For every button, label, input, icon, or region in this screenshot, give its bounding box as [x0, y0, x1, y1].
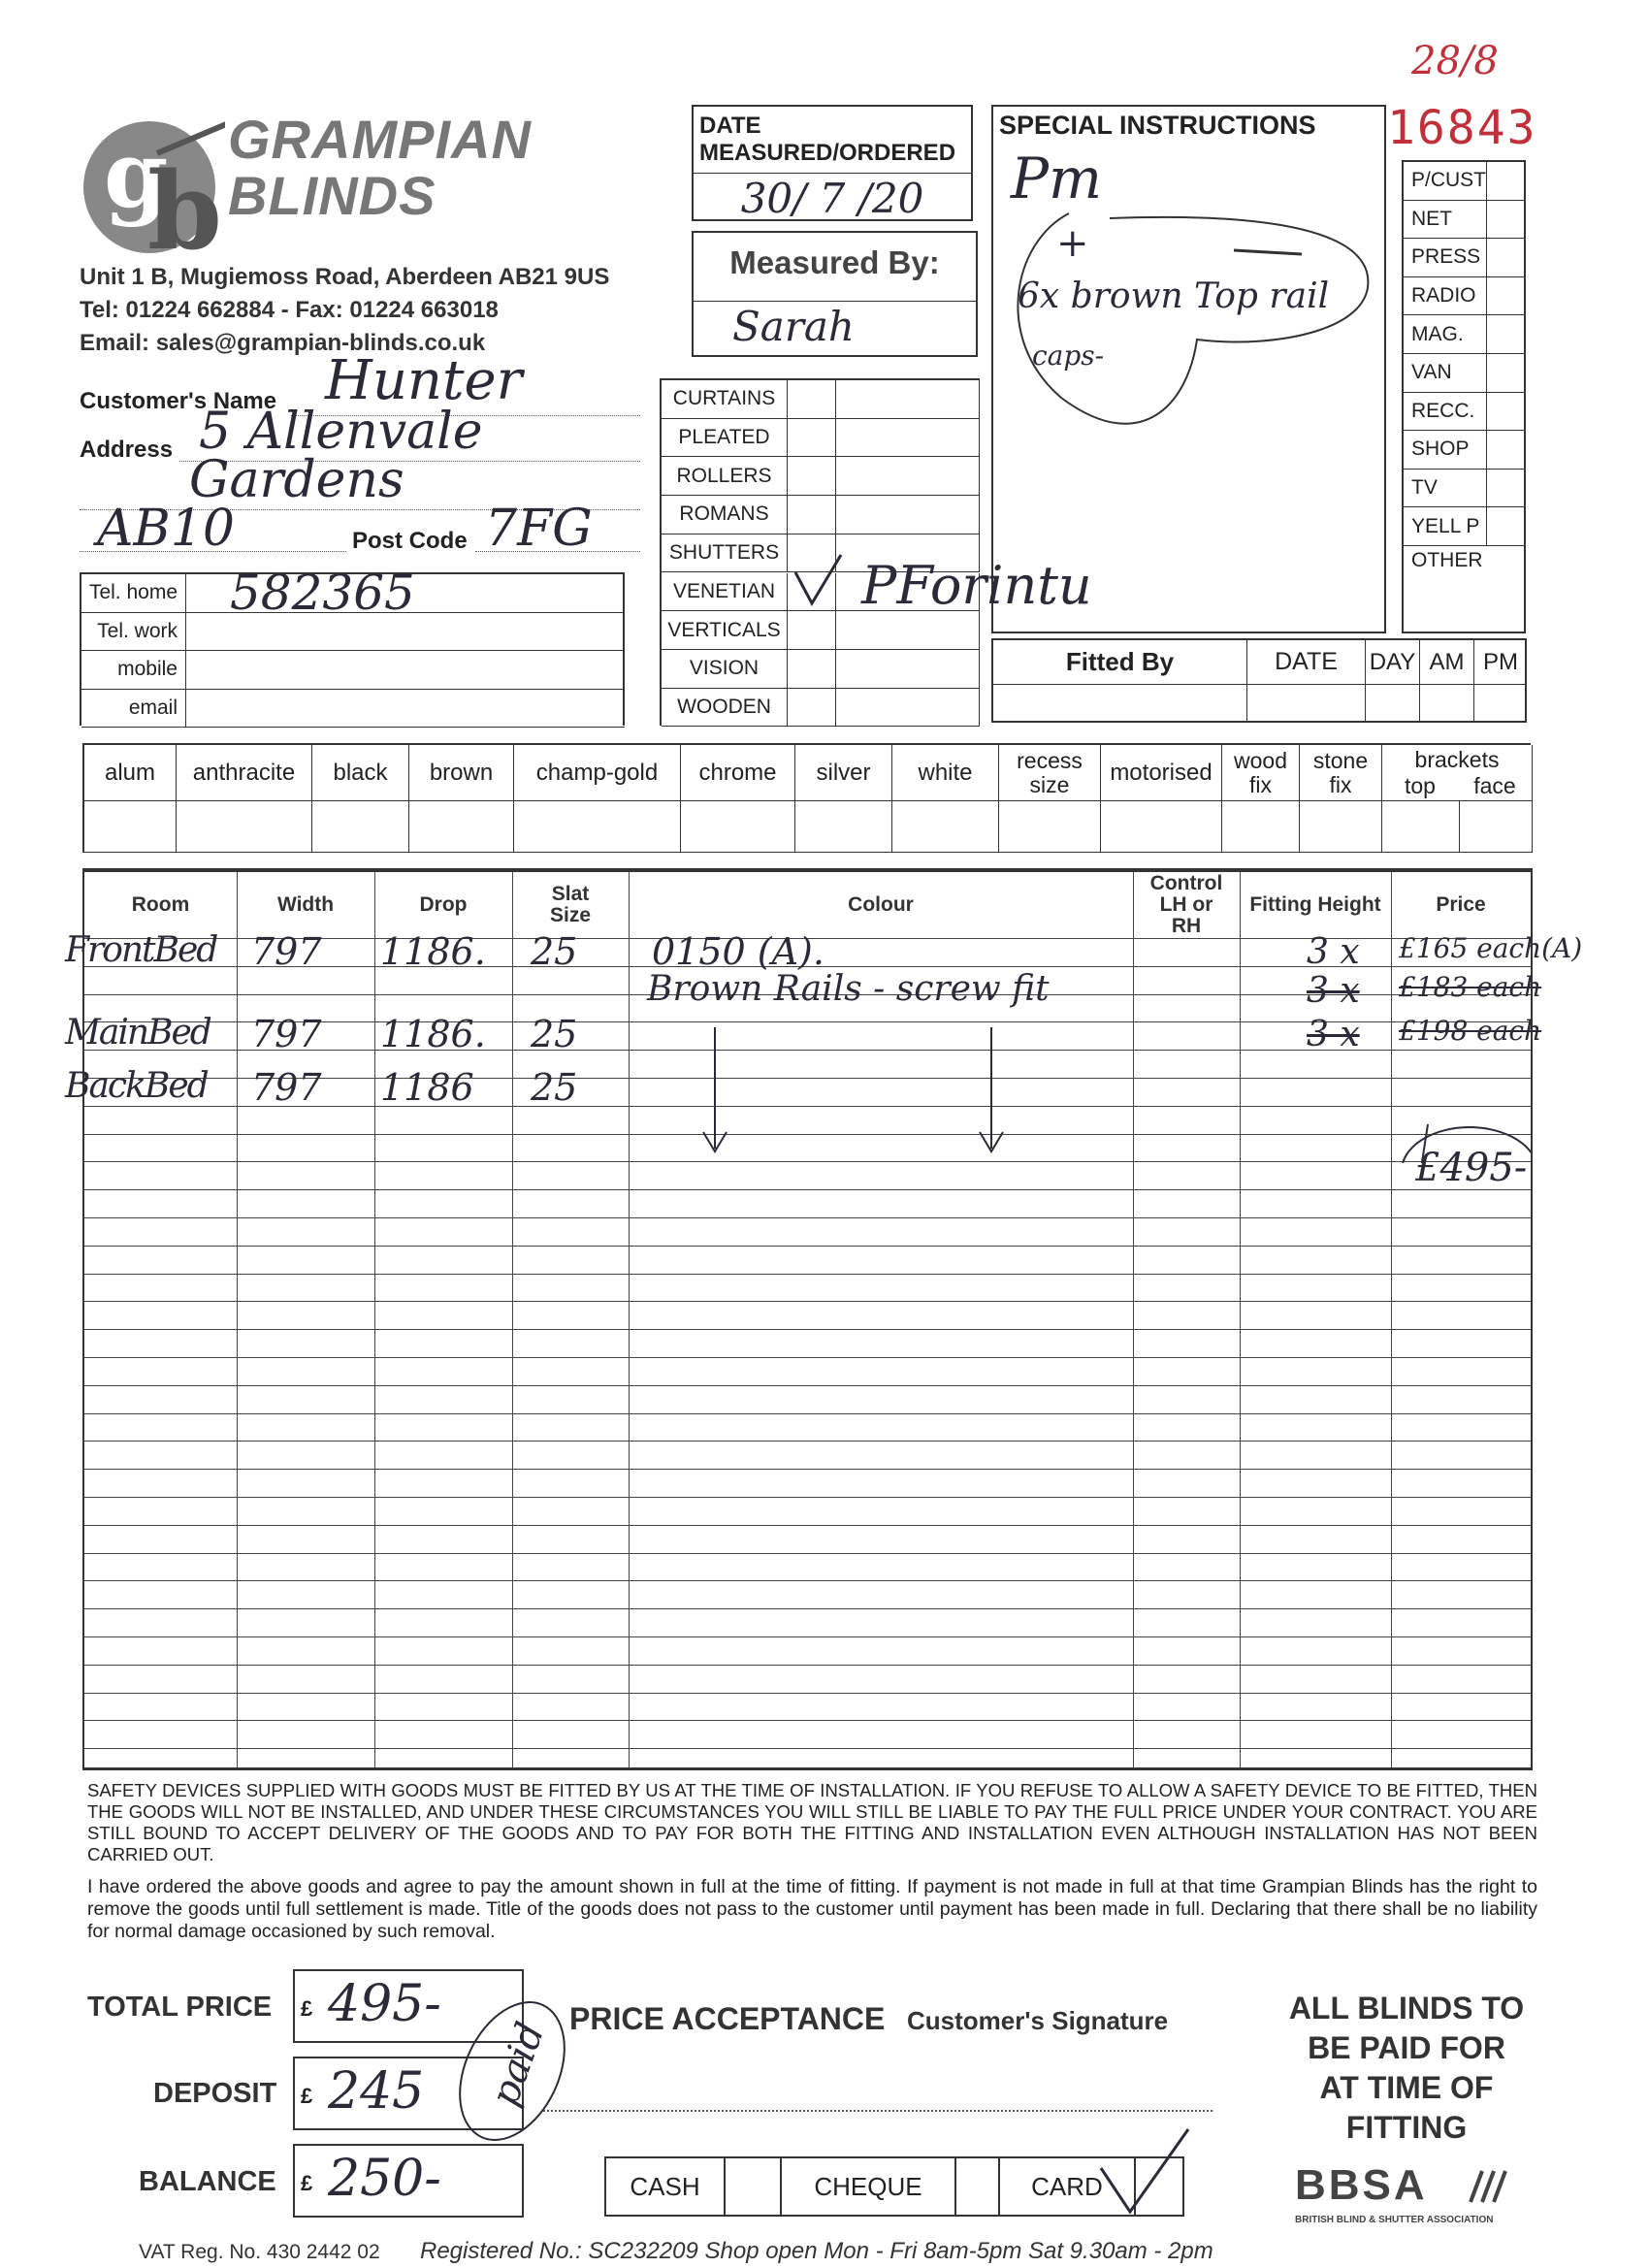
fitted-day-value[interactable] — [1366, 685, 1420, 723]
finish-white: white — [892, 745, 999, 801]
table-row — [84, 1385, 1531, 1386]
finish-silver: silver — [795, 745, 892, 801]
finish-tick-box[interactable] — [514, 801, 681, 853]
finish-anthracite: anthracite — [177, 745, 312, 801]
finish-recess: recess size — [999, 745, 1101, 801]
table-row — [84, 1217, 1531, 1218]
finish-champ-gold: champ-gold — [514, 745, 681, 801]
row-qty[interactable]: 3 x — [1307, 971, 1360, 1011]
source-tick-box[interactable] — [1487, 277, 1526, 316]
registration-info: Registered No.: SC232209 Shop open Mon - Fri 8am-5pm Sat 9.30am - 2pm — [420, 2238, 1213, 2264]
product-pleated: PLEATED — [662, 419, 788, 458]
row-room[interactable]: MainBed — [65, 1013, 210, 1053]
customer-name-label: Customer's Name — [80, 388, 277, 414]
company-logo-icon — [80, 114, 225, 260]
table-row — [84, 1497, 1531, 1498]
finish-tick-box[interactable] — [999, 801, 1101, 853]
finish-motorised: motorised — [1101, 745, 1222, 801]
phone-table — [80, 565, 625, 726]
finish-chrome: chrome — [681, 745, 795, 801]
source-tick-box[interactable] — [1487, 201, 1526, 240]
source-mag: MAG. — [1404, 315, 1487, 354]
signature-line[interactable] — [543, 2110, 1212, 2112]
company-address: Unit 1 B, Mugiemoss Road, Aberdeen AB21 9US — [80, 264, 610, 290]
table-row — [84, 1608, 1531, 1609]
phone-value[interactable] — [186, 690, 625, 729]
product-venetian: VENETIAN — [662, 573, 788, 612]
special-instructions-box[interactable]: SPECIAL INSTRUCTIONS Pm + 6x brown Top rail caps- — [991, 105, 1386, 633]
source-yellp: YELL P — [1404, 507, 1487, 546]
customer-signature-label: Customer's Signature — [907, 2006, 1169, 2035]
product-curtains: CURTAINS — [662, 380, 788, 419]
card-option[interactable]: CARD — [1000, 2156, 1136, 2217]
fitted-by-value[interactable] — [993, 685, 1247, 723]
phone-label: Tel. work — [81, 613, 186, 652]
source-tick-box[interactable] — [1487, 470, 1526, 508]
bbsa-logo: BBSA — [1295, 2161, 1428, 2209]
total-price-box[interactable]: £ 495- — [293, 1969, 524, 2043]
product-shutters: SHUTTERS — [662, 535, 788, 573]
finish-brackets-top: top — [1382, 772, 1458, 801]
cash-option[interactable]: CASH — [604, 2156, 726, 2217]
source-tick-box[interactable] — [1487, 393, 1526, 432]
deposit-paid-note: paid — [482, 2016, 554, 2113]
date-measured-value[interactable]: 30/ 7 /20 — [740, 175, 924, 222]
ditto-arrows-icon — [84, 872, 1531, 1163]
finish-tick-box[interactable] — [1300, 801, 1382, 853]
row-room[interactable]: BackBed — [65, 1066, 208, 1106]
source-van: VAN — [1404, 354, 1487, 393]
row-slat[interactable]: 25 — [531, 930, 578, 973]
finish-brackets-face: face — [1458, 772, 1533, 801]
source-tick-box[interactable] — [1487, 239, 1526, 277]
address-line2[interactable]: Gardens — [189, 451, 404, 509]
finish-tick-box[interactable] — [177, 801, 312, 853]
fitted-am-value[interactable] — [1420, 685, 1474, 723]
source-tv: TV — [1404, 470, 1487, 508]
product-note-cell[interactable] — [836, 380, 980, 419]
fitted-pm-value[interactable] — [1474, 685, 1527, 723]
date-measured-box: DATE MEASURED/ORDERED 30/ 7 /20 — [692, 105, 973, 221]
table-row — [84, 1301, 1531, 1302]
vat-number: VAT Reg. No. 430 2442 02 — [139, 2241, 380, 2263]
table-row — [84, 1720, 1531, 1721]
finish-tick-box[interactable] — [409, 801, 514, 853]
product-rollers: ROLLERS — [662, 457, 788, 496]
customer-name-value[interactable]: Hunter — [325, 349, 523, 412]
bbsa-subtitle: BRITISH BLIND & SHUTTER ASSOCIATION — [1295, 2215, 1494, 2225]
product-note-cell[interactable] — [836, 496, 980, 535]
company-name: GRAMPIAN BLINDS — [228, 109, 532, 226]
finish-black: black — [312, 745, 409, 801]
product-tick-box[interactable] — [788, 496, 836, 535]
bracket-top-box[interactable] — [1382, 801, 1460, 853]
source-shop: SHOP — [1404, 431, 1487, 470]
table-row — [84, 1441, 1531, 1442]
table-row — [84, 1636, 1531, 1637]
source-radio: RADIO — [1404, 277, 1487, 316]
finish-alum: alum — [84, 745, 177, 801]
product-vision: VISION — [662, 650, 788, 689]
order-note-date: 28/8 — [1411, 39, 1499, 83]
finish-brown: brown — [409, 745, 514, 801]
product-tick-box[interactable] — [788, 419, 836, 458]
row-colour[interactable]: 0150 (A). — [652, 930, 824, 973]
price-acceptance-label: PRICE ACCEPTANCE — [569, 2001, 886, 2036]
row-price[interactable]: £198 each — [1399, 1015, 1542, 1047]
row-width[interactable]: 797 — [251, 930, 322, 973]
source-pcust: P/CUST — [1404, 162, 1487, 201]
cash-tick-box[interactable] — [724, 2156, 782, 2217]
balance-value: 250- — [328, 2150, 441, 2208]
row-drop[interactable]: 1186. — [380, 930, 486, 973]
product-tick-box[interactable] — [788, 611, 836, 650]
venetian-tick-icon — [791, 553, 849, 611]
table-row — [84, 1525, 1531, 1526]
svg-text:g: g — [104, 121, 169, 229]
table-row — [84, 1246, 1531, 1247]
finish-options-table — [82, 743, 1531, 853]
safety-notice: SAFETY DEVICES SUPPLIED WITH GOODS MUST BE FITTED BY US AT THE TIME OF INSTALLATION. IF YOU REFUSE TO ALLOW A SAFETY DEVICE TO BE FITTED, THEN THE GOODS WILL NOT BE INSTALLED, AND UNDER THESE CIRCUMSTANCES YOU WILL STILL BE LIABLE TO PAY THE FULL PRICE UNDER YOUR CONTRACT. YOU ARE STILL BOUND TO ACCEPT DELIVERY OF THE GOODS AND TO PAY FOR BOTH THE FITTING AND INSTALLATION EVEN ALTHOUGH INSTALLATION HAS NOT BEEN CARRIED OUT. — [87, 1780, 1537, 1864]
order-table: Room Width Drop Slat Size Colour Control LH or RH Fitting Height Price FrontBed 797 1186. 25 0150 (A). 3 x £165 each(A) Brown Rails - screw fit 3 x £183 each MainBed 797 1186. 25 3 x £198 each BackBed 797 1186 25 £495- — [82, 868, 1533, 1770]
product-type-table — [660, 378, 980, 726]
card-tick-icon — [1096, 2124, 1193, 2221]
address-label: Address — [80, 437, 174, 463]
phone-value[interactable]: 582365 — [186, 574, 625, 613]
total-price-label: TOTAL PRICE — [87, 1992, 273, 2023]
finish-tick-box[interactable] — [795, 801, 892, 853]
row-price[interactable]: £165 each(A) — [1399, 932, 1583, 964]
svg-text:b: b — [147, 148, 222, 260]
table-row — [84, 1748, 1531, 1749]
bracket-face-box[interactable] — [1460, 801, 1533, 853]
finish-tick-box[interactable] — [1222, 801, 1300, 853]
table-row — [84, 1553, 1531, 1554]
source-recc: RECC. — [1404, 393, 1487, 432]
source-tick-box[interactable] — [1487, 507, 1526, 546]
source-press: PRESS — [1404, 239, 1487, 277]
table-row — [84, 1580, 1531, 1581]
product-tick-box[interactable] — [788, 689, 836, 728]
payment-agreement: I have ordered the above goods and agree to pay the amount shown in full at the time of fitting. If payment is not made in full at that time Grampian Blinds has the right to remove the goods until full settlement is made. Title of the goods does not pass to the customer until payment has been made in full. Declaring that there shall be no liability for normal damage occasioned by such removal. — [87, 1876, 1537, 1942]
phone-label: Tel. home — [81, 574, 186, 613]
product-romans: ROMANS — [662, 496, 788, 535]
source-net: NET — [1404, 201, 1487, 240]
finish-tick-box[interactable] — [1101, 801, 1222, 853]
row-width[interactable]: 797 — [251, 1066, 322, 1109]
table-row — [84, 1274, 1531, 1275]
product-note-cell[interactable] — [836, 689, 980, 728]
table-row — [84, 1469, 1531, 1470]
product-note-cell[interactable] — [836, 650, 980, 689]
row-drop[interactable]: 1186. — [380, 1013, 486, 1055]
source-other: OTHER — [1411, 549, 1483, 571]
row-slat[interactable]: 25 — [531, 1013, 578, 1055]
measured-by-box — [692, 231, 978, 357]
row-colour[interactable]: Brown Rails - screw fit — [647, 969, 1050, 1009]
row-room[interactable]: FrontBed — [65, 930, 217, 970]
finish-tick-box[interactable] — [892, 801, 999, 853]
deposit-box[interactable]: £ 245 — [293, 2057, 524, 2130]
product-note-cell[interactable] — [836, 457, 980, 496]
table-row — [84, 1413, 1531, 1414]
measured-by-label: Measured By: — [729, 244, 940, 280]
source-tick-box[interactable] — [1487, 315, 1526, 354]
row-qty[interactable]: 3 x — [1307, 1015, 1360, 1054]
product-wooden: WOODEN — [662, 689, 788, 728]
product-tick-box[interactable] — [788, 457, 836, 496]
measured-by-value[interactable]: Sarah — [732, 303, 855, 350]
address-line3[interactable]: AB10 — [97, 500, 235, 558]
product-tick-box[interactable] — [788, 650, 836, 689]
deposit-label: DEPOSIT — [153, 2078, 277, 2109]
table-row — [84, 1357, 1531, 1358]
row-width[interactable]: 797 — [251, 1013, 322, 1055]
company-email: Email: sales@grampian-blinds.co.uk — [80, 330, 486, 356]
row-drop[interactable]: 1186 — [380, 1066, 474, 1109]
product-tick-box[interactable] — [788, 380, 836, 419]
table-row — [84, 1665, 1531, 1666]
postcode-value[interactable]: 7FG — [485, 500, 593, 558]
source-tick-box[interactable] — [1487, 431, 1526, 470]
bbsa-stripes-icon — [1465, 2169, 1513, 2204]
balance-box[interactable]: £ 250- — [293, 2144, 524, 2218]
product-verticals: VERTICALS — [662, 611, 788, 650]
phone-label: mobile — [81, 651, 186, 690]
special-instructions-label: SPECIAL INSTRUCTIONS — [999, 111, 1316, 140]
source-list — [1402, 160, 1526, 633]
cheque-tick-box[interactable] — [956, 2156, 1000, 2217]
order-number: 16843 — [1387, 101, 1537, 155]
finish-tick-box[interactable] — [312, 801, 409, 853]
row-qty[interactable]: 3 x — [1307, 932, 1360, 972]
fitted-date-value[interactable] — [1247, 685, 1366, 723]
finish-wood-fix: wood fix — [1222, 745, 1300, 801]
table-row — [84, 1189, 1531, 1190]
venetian-note[interactable]: PForintu — [861, 555, 1092, 616]
finish-tick-box[interactable] — [84, 801, 177, 853]
fitted-by-table: Fitted By DATE DAY AM PM — [991, 638, 1527, 723]
product-note-cell[interactable] — [836, 611, 980, 650]
finish-brackets: brackets — [1382, 745, 1533, 774]
product-note-cell[interactable] — [836, 419, 980, 458]
finish-tick-box[interactable] — [681, 801, 795, 853]
table-row — [84, 1329, 1531, 1330]
phone-value[interactable] — [186, 651, 625, 690]
circled-total: £495- — [1415, 1146, 1528, 1190]
finish-stone-fix: stone fix — [1300, 745, 1382, 801]
phone-value[interactable] — [186, 613, 625, 652]
balance-label: BALANCE — [139, 2166, 276, 2197]
phone-label: email — [81, 690, 186, 729]
cheque-option[interactable]: CHEQUE — [782, 2156, 956, 2217]
source-tick-box[interactable] — [1487, 162, 1526, 201]
deposit-value: 245 — [328, 2062, 425, 2121]
postcode-label: Post Code — [352, 528, 468, 554]
address-line1[interactable]: 5 Allenvale — [199, 403, 483, 461]
source-tick-box[interactable] — [1487, 354, 1526, 393]
table-row — [84, 1693, 1531, 1694]
payment-notice: ALL BLINDS TO BE PAID FOR AT TIME OF FITTING — [1288, 1991, 1525, 2145]
row-slat[interactable]: 25 — [531, 1066, 578, 1109]
company-phones: Tel: 01224 662884 - Fax: 01224 663018 — [80, 297, 499, 323]
total-price-value: 495- — [328, 1975, 441, 2033]
row-price[interactable]: £183 each — [1399, 971, 1542, 1003]
